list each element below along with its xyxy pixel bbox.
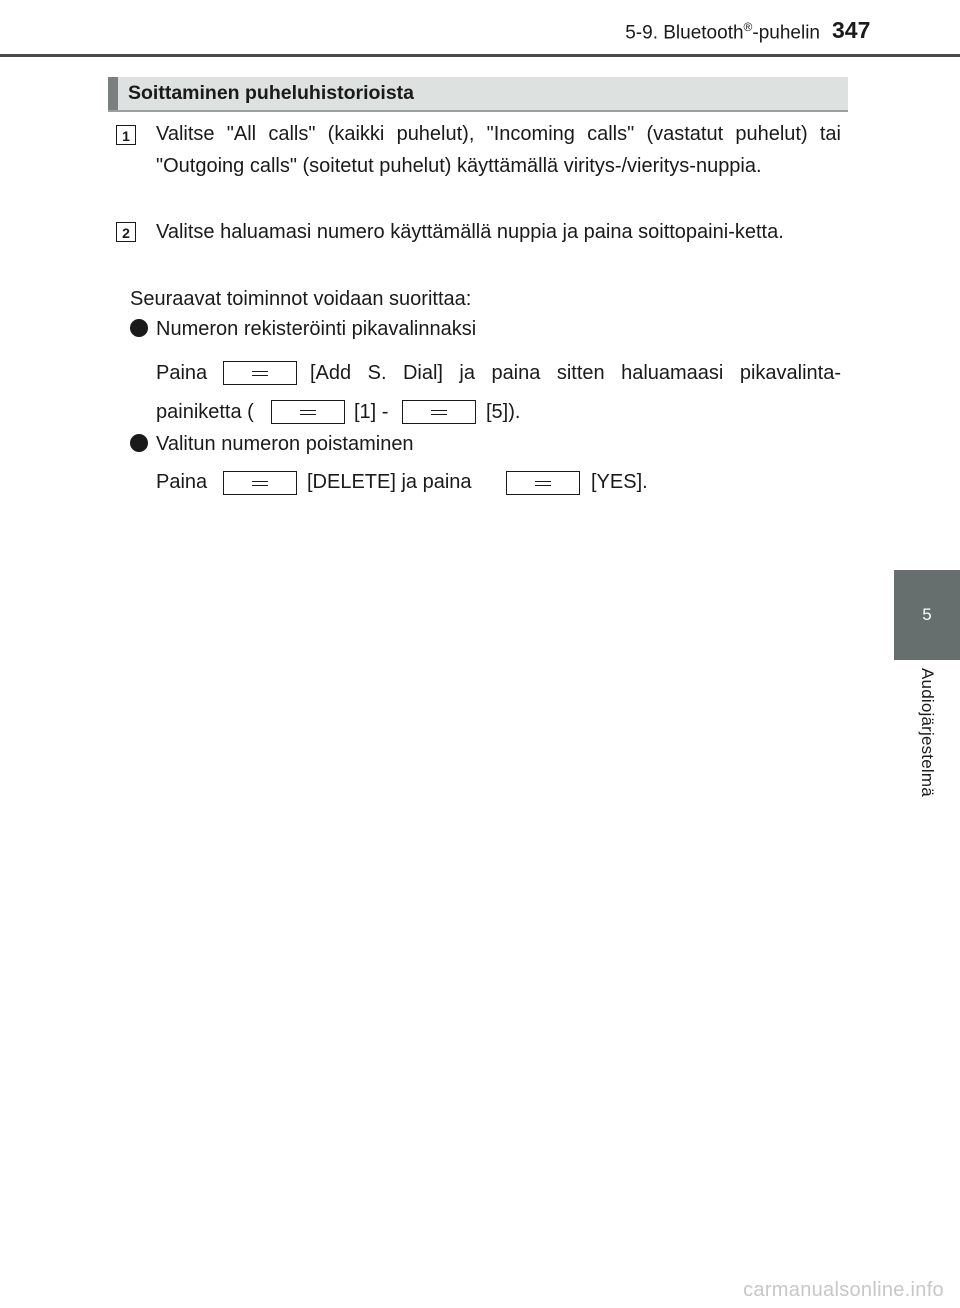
- step-1-text: Valitse "All calls" (kaikki puhelut), "Incoming calls" (vastatut puhelut) tai "Outgoing calls" (soitetut puhelut) käyttämällä viritys-/vieritys-nuppia.: [156, 123, 841, 177]
- delete-line-mid: [DELETE] ja paina: [307, 471, 472, 493]
- bullet-speed-dial: [130, 317, 476, 341]
- step-2-text: Valitse haluamasi numero käyttämällä nuppia ja paina soittopaini-ketta.: [156, 221, 784, 243]
- delete-line-start: Paina: [156, 471, 208, 493]
- section-prefix: 5-9. Bluetooth: [625, 22, 744, 44]
- delete-button[interactable]: [223, 471, 297, 495]
- registered-mark: ®: [743, 20, 753, 34]
- speed-dial-line1-end: [Add S. Dial] ja paina sitten haluamaasi pikavalinta-: [310, 362, 841, 384]
- chapter-tab: 5: [894, 570, 960, 660]
- page-number: 347: [832, 17, 871, 43]
- intro-text: Seuraavat toiminnot voidaan suorittaa:: [130, 288, 472, 310]
- speed-dial-1-button[interactable]: [271, 400, 345, 424]
- speed-dial-5-button[interactable]: [402, 400, 476, 424]
- section-title: Soittaminen puheluhistorioista: [128, 82, 415, 104]
- chapter-title: Audiojärjestelmä: [918, 668, 937, 797]
- speed-dial-line2-start: painiketta (: [156, 401, 254, 423]
- delete-line-end: [YES].: [591, 471, 648, 493]
- add-speed-dial-button[interactable]: [223, 361, 297, 385]
- header-rule: [0, 54, 960, 57]
- speed-dial-line2-end: [5]).: [486, 401, 521, 423]
- bullet-delete-title: Valitun numeron poistaminen: [156, 433, 414, 455]
- watermark: carmanualsonline.info: [743, 1279, 944, 1301]
- bullet-icon: [130, 319, 148, 337]
- step-number-1: 1: [116, 125, 136, 145]
- step-number-2: 2: [116, 222, 136, 242]
- bullet-icon: [130, 434, 148, 452]
- header-section-title: [540, 20, 820, 44]
- bullet-speed-dial-title: Numeron rekisteröinti pikavalinnaksi: [156, 318, 477, 340]
- yes-button[interactable]: [506, 471, 580, 495]
- section-heading-bar: [108, 77, 848, 110]
- speed-dial-line1-start: Paina: [156, 362, 208, 384]
- section-suffix: -puhelin: [752, 22, 820, 44]
- speed-dial-line2-mid: [1] -: [354, 401, 389, 423]
- chapter-label: [894, 668, 960, 828]
- bullet-delete: [130, 432, 414, 456]
